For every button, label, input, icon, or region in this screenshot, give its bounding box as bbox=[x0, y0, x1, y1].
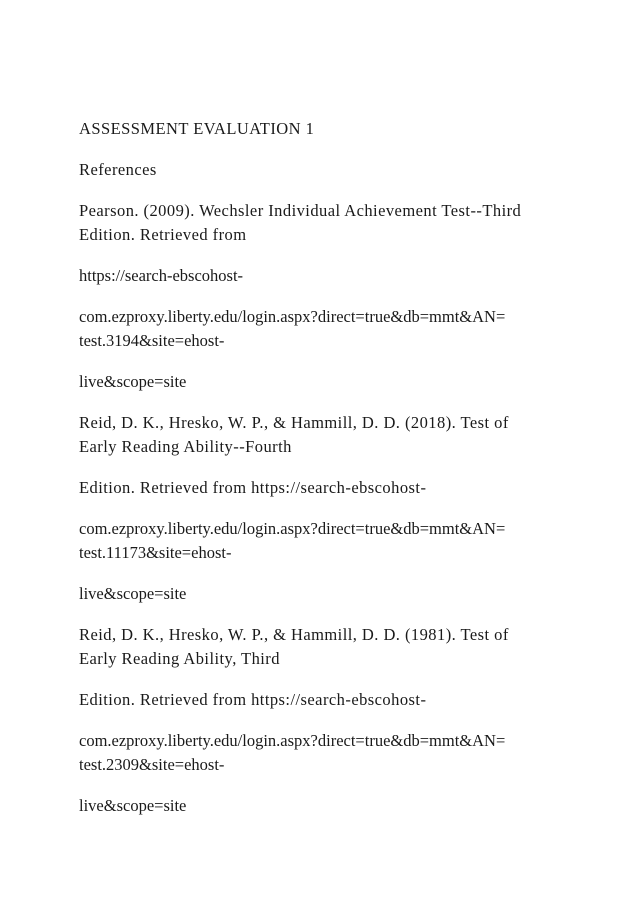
reference-url-line: com.ezproxy.liberty.edu/login.aspx?direct=true&db=mmt&AN= bbox=[79, 519, 506, 538]
reference-line: Early Reading Ability, Third bbox=[79, 649, 280, 668]
reference-url-line: com.ezproxy.liberty.edu/login.aspx?direct=true&db=mmt&AN= bbox=[79, 731, 506, 750]
section-title bbox=[79, 158, 559, 182]
reference-url-line: live&scope=site bbox=[79, 796, 187, 815]
reference-paragraph bbox=[79, 517, 559, 565]
reference-paragraph bbox=[79, 199, 559, 247]
reference-line: Pearson. (2009). Wechsler Individual Achievement Test--Third bbox=[79, 201, 522, 220]
running-header bbox=[79, 117, 559, 141]
reference-line: Reid, D. K., Hresko, W. P., & Hammill, D. D. (1981). Test of bbox=[79, 625, 509, 644]
reference-url-line: test.2309&site=ehost- bbox=[79, 755, 225, 774]
header-text: ASSESSMENT EVALUATION 1 bbox=[79, 119, 315, 138]
reference-line: Edition. Retrieved from https://search-ebscohost- bbox=[79, 690, 427, 709]
reference-paragraph bbox=[79, 688, 559, 712]
reference-paragraph bbox=[79, 411, 559, 459]
reference-url-line: test.3194&site=ehost- bbox=[79, 331, 225, 350]
reference-url-line: live&scope=site bbox=[79, 584, 187, 603]
reference-paragraph bbox=[79, 305, 559, 353]
reference-paragraph bbox=[79, 370, 559, 394]
section-title-text: References bbox=[79, 160, 157, 179]
reference-line: Edition. Retrieved from bbox=[79, 225, 247, 244]
reference-url-line: https://search-ebscohost- bbox=[79, 266, 244, 285]
reference-url-line: com.ezproxy.liberty.edu/login.aspx?direct=true&db=mmt&AN= bbox=[79, 307, 506, 326]
reference-line: Reid, D. K., Hresko, W. P., & Hammill, D. D. (2018). Test of bbox=[79, 413, 509, 432]
reference-paragraph bbox=[79, 264, 559, 288]
reference-paragraph bbox=[79, 729, 559, 777]
reference-line: Edition. Retrieved from https://search-ebscohost- bbox=[79, 478, 427, 497]
reference-url-line: live&scope=site bbox=[79, 372, 187, 391]
reference-paragraph bbox=[79, 623, 559, 671]
document-content bbox=[79, 117, 559, 835]
reference-url-line: test.11173&site=ehost- bbox=[79, 543, 232, 562]
reference-paragraph bbox=[79, 582, 559, 606]
reference-paragraph bbox=[79, 794, 559, 818]
reference-line: Early Reading Ability--Fourth bbox=[79, 437, 292, 456]
reference-paragraph bbox=[79, 476, 559, 500]
